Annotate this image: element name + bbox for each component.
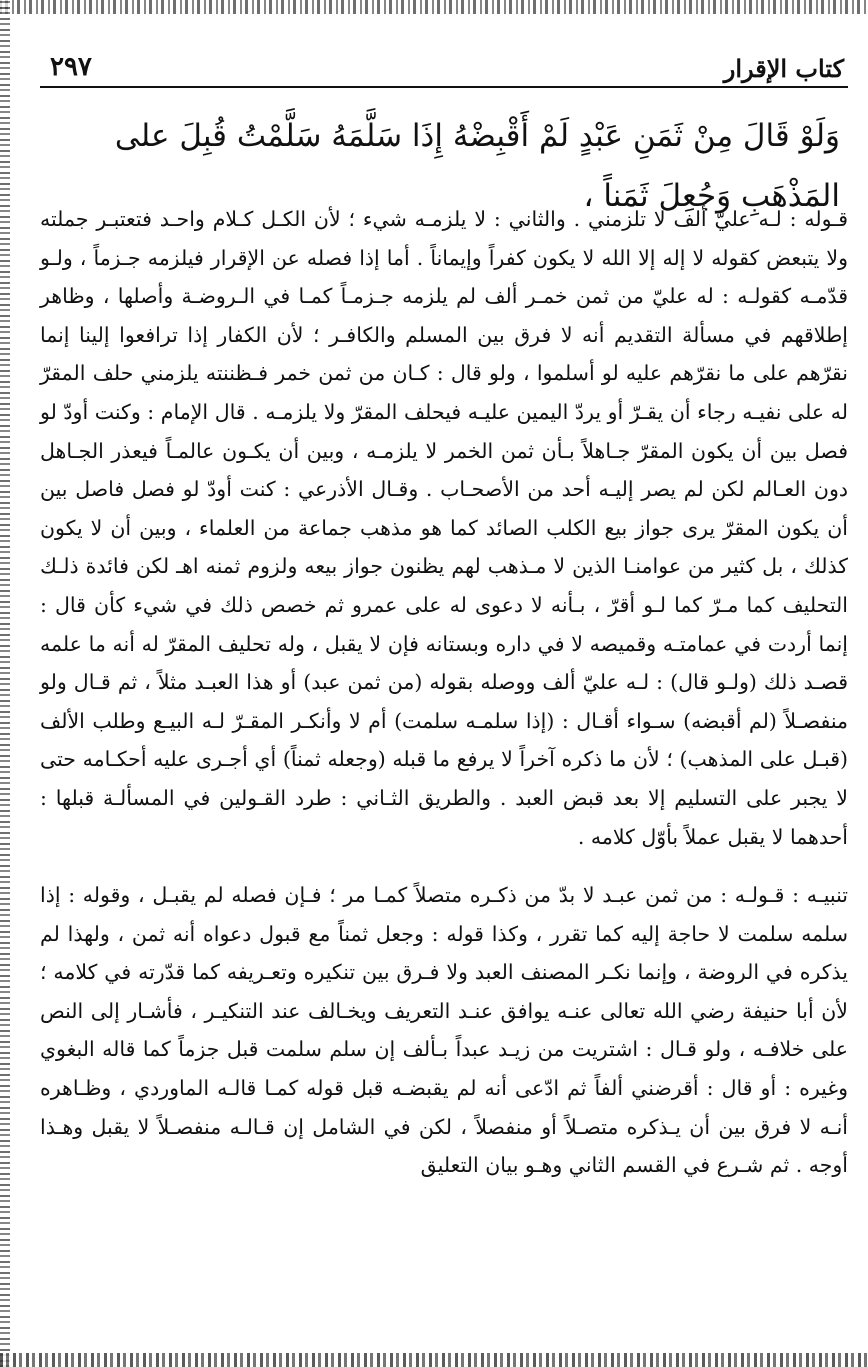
page-header: [40, 46, 848, 88]
page-border-left: [0, 0, 10, 1367]
tanbih-paragraph: تنبيـه : قـولـه : من ثمن عبـد لا بدّ من ذكـره متصلاً كمـا مر ؛ فـإن فصله لم يقبـل ، وقوله : إذا سلمه سلمت لا حاجة إليه كما تقرر ، وكذا قوله : وجعل ثمناً مع قبول دعواه أنه ثمن ، ولهذا لم يذكره في الروضة ، وإنما نكـر المصنف العبد ولا فـرق بين تنكيره وتعـريفه كما قدّرته في كلامه ؛ لأن أبا حنيفة رضي الله تعالى عنـه يوافق عنـد التعريف ويخـالف عند التنكيـر ، فأشـار إلى النص على خلافـه ، ولو قـال : اشتريت من زيـد عبداً بـألف إن سلم سلمت قبل جزماً كما قاله البغوي وغيره : أو قال : أقرضني ألفاً ثم ادّعى أنه لم يقبضـه قبل قوله كمـا قالـه الماوردي ، وظـاهره أنـه لا فرق بين أن يـذكره متصـلاً أو منفصلاً ، لكن في الشامل إن قـالـه منفصـلاً لا يقبل وهـذا أوجه . ثم شـرع في القسم الثاني وهـو بيان التعليق: [40, 883, 849, 1178]
commentary-paragraph: قـوله : لـه عليّ ألف لا تلزمني . والثاني : لا يلزمـه شيء ؛ لأن الكـل كـلام واحـد فتعتبـر جملته ولا يتبعض كقوله لا إله إلا الله لا يكون كفراً وإيماناً . أما إذا فصله عن الإقرار فيلزمه جـزماً ، ولـو قدّمـه كقولـه : له عليّ من ثمن خمـر ألف لم يلزمه جـزمـاً كمـا في الـروضـة وأصلها ، وظاهر إطلاقهم في مسألة التقديم أنه لا فرق بين المسلم والكافـر ؛ لأن الكفار إذا ترافعوا إلينا إنما نقرّهم على ما نقرّهم عليه لو أسلموا ، ولو قال : كـان من ثمن خمر فـظننته يلزمني حلف المقرّ له على نفيـه رجاء أن يقـرّ أو يردّ اليمين عليـه فيحلف المقرّ ولا يلزمـه . قال الإمام : وكنت أودّ لو فصل بين أن يكون المقرّ جـاهلاً بـأن ثمن الخمر لا يلزمـه ، وبين أن يكـون عالمـاً فيعذر الجـاهل دون العـالم لكن لم يصر إليـه أحد من الأصحـاب . وقـال الأذرعي : كنت أودّ لو فصل فاصل بين أن يكون المقرّ يرى جواز بيع الكلب الصائد كما هو مذهب جماعة من العلماء ، وبين أن لا يكون كذلك ، بل كثير من عوامنـا الذين لا مـذهب لهم يظنون جواز بيعه ولزوم ثمنه اهـ لكن فائدة ذلـك التحليف كما مـرّ كما لـو أقرّ ، بـأنه لا دعوى له على عمرو ثم خصص ذلك في شيء كأن قال : إنما أردت في عمامتـه وقميصه لا في داره وبستانه فإن لا يقبل ، وله تحليف المقرّ له أنه ما علمه قصـد ذلك (ولـو قال) : لـه عليّ ألف ووصله بقوله (من ثمن عبد) أو هذا العبـد مثلاً ، ثم قـال ولو منفصـلاً (لم أقبضه) سـواء أقـال : (إذا سلمـه سلمت) أم لا وأنكـر المقـرّ لـه البيـع وطلب الألف (قبـل على المذهب) ؛ لأن ما ذكره آخراً لا يرفع ما قبله (وجعله ثمناً) أي أجـرى عليه أحكـامه حتى لا يجبر على التسليم إلا بعد قبض العبد . والطريق الثـاني : طرد القـولين في المسألـة قبلها : أحدهما لا يقبل عملاً بأوّل كلامه .: [40, 207, 848, 849]
commentary-text: [40, 200, 848, 1185]
page-number: ٢٩٧: [50, 52, 92, 82]
page-border-bottom: [0, 1353, 868, 1367]
book-title: كتاب الإقرار: [723, 54, 844, 83]
book-page: [40, 30, 848, 1340]
matn-text: وَلَوْ قَالَ مِنْ ثَمَنِ عَبْدٍ لَمْ أَقْبِضْهُ إِذَا سَلَّمَهُ سَلَّمْتُ قُبِلَ على المَذْهَبِ وَجُعِلَ ثَمَناً ،: [114, 118, 840, 214]
page-border-top: [0, 0, 868, 14]
